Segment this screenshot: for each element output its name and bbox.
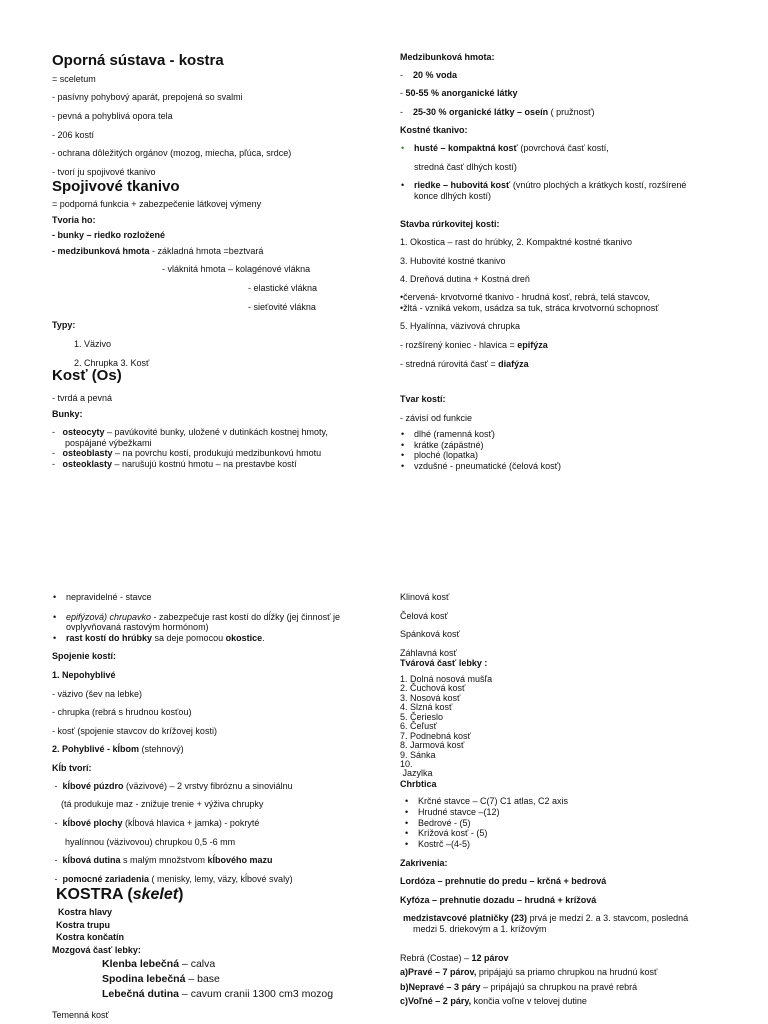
intro-line: - 206 kostí: [52, 129, 95, 140]
skull-bone: Klinová kosť: [400, 592, 450, 602]
huste-item: • husté – kompaktná kosť (povrchová časť kostí,: [400, 143, 750, 154]
elasticke-line: - elastické vlákna: [248, 283, 318, 294]
bunky-label: Bunky:: [52, 409, 83, 420]
spine-item: • Hrudné stavce –(12): [404, 807, 750, 818]
face-bone: 10.: [400, 758, 413, 769]
tvar-sub: - závisí od funkcie: [400, 412, 473, 423]
skull-item: Klenba lebečná – calva: [102, 957, 216, 970]
kostne-title: Kostné tkanivo:: [400, 125, 468, 136]
rebra-title: Rebrá (Costae) – 12 párov: [400, 952, 509, 963]
section-title-oporna-sustava: Oporná sústava - kostra: [52, 52, 224, 69]
chrupavka-cont: ovplyvňovaná rastovým hormónom): [66, 622, 209, 633]
spine-list: [404, 796, 750, 849]
composition-line: - 25-30 % organické látky – oseín ( pružnosť): [400, 106, 595, 117]
vlaknita-line: - vláknitá hmota – kolagénové vlákna: [162, 264, 311, 275]
diafyza-line: - stredná rúrovitá časť = diafýza: [400, 359, 529, 370]
section-spojenie-kosti: [52, 592, 372, 1020]
section-lebka-chrbtica: [400, 592, 750, 1007]
section-oporna-sustava: [52, 52, 372, 469]
skull-bone: Spánková kosť: [400, 629, 460, 640]
medz-title: Medzibunková hmota:: [400, 52, 495, 62]
chrbtica-title: Chrbtica: [400, 778, 437, 789]
temenna-line: Temenná kosť: [52, 1009, 109, 1020]
spine-item: • Krížová kosť - (5): [404, 828, 750, 839]
composition-line: - 50-55 % anorganické látky: [400, 88, 518, 99]
cell-item: - osteoblasty – na povrchu kostí, produkujú medzibunkovú hmotu: [52, 448, 322, 459]
rebra-line: a)Pravé – 7 párov, pripájajú sa priamo chrupkou na hrudnú kosť: [400, 967, 658, 978]
kib-line-cont: (tá produkuje maz - znižuje trenie + výživa chrupky: [61, 799, 264, 810]
stavba-line: 3. Hubovité kostné tkanivo: [400, 255, 506, 266]
intro-line: = sceletum: [52, 73, 96, 84]
cell-list: [52, 427, 372, 469]
skull-item: Spodina lebečná – base: [102, 973, 220, 986]
riedke-cont: konce dlhých kostí): [414, 190, 492, 201]
spine-item: • Krčné stavce – C(7) C1 atlas, C2 axis: [404, 796, 750, 807]
riedke-item: • riedke – hubovitá kosť (vnútro plochých a krátkych kostí, rozšírené: [400, 180, 750, 191]
intro-line: - pasívny pohybový aparát, prepojená so svalmi: [52, 92, 243, 103]
stavba-line: 4. Dreňová dutina + Kostná dreň: [400, 274, 530, 285]
sietove-line: - sieťovité vlákna: [248, 301, 316, 312]
nepohyblive-line: - kosť (spojenie stavcov do krížovej kosti): [52, 725, 217, 736]
spine-item: • Kostrč –(4-5): [404, 839, 750, 850]
intro-line: - pevná a pohyblivá opora tela: [52, 110, 173, 121]
kib-line: - pomocné zariadenia ( menisky, lemy, väzy, kĺbové svaly): [52, 873, 293, 884]
platnicky-line: medzistavcové platničky (23) prvá je medzi 2. a 3. stavcom, posledná: [403, 913, 689, 924]
kib-line: - kĺbová dutina s malým množstvom kĺbového mazu: [52, 855, 273, 866]
rebra-line: b)Nepravé – 3 páry – pripájajú sa chrupkou na pravé rebrá: [400, 981, 638, 992]
skull-list: [102, 958, 372, 1001]
huste-cont: stredná časť dlhých kostí): [414, 161, 517, 172]
stavba-line: •červená- krvotvorné tkanivo - hrudná kosť, rebrá, telá stavcov,: [400, 291, 650, 302]
cell-item: - osteocyty – pavúkovité bunky, uložené v dutinkách kostnej hmoty,: [52, 427, 328, 438]
zakrivenia-title: Zakrivenia:: [400, 857, 448, 868]
face-bone: 7. Podnebná kosť: [400, 730, 471, 741]
kyfoza-line: Kyfóza – prehnutie dozadu – hrudná + krížová: [400, 894, 597, 905]
typy-label: Typy:: [52, 320, 76, 331]
kostra-part: Kostra hlavy: [58, 907, 113, 918]
rebra-line: c)Voľné – 2 páry, končia voľne v telovej dutine: [400, 996, 587, 1007]
bunky-line: - bunky – riedko rozložené: [52, 230, 166, 241]
lordoza-line: Lordóza – prehnutie do predu – krčná + bedrová: [400, 876, 607, 887]
nepohyblive-title: 1. Nepohyblivé: [52, 670, 116, 681]
intro-line: - ochrana dôležitých orgánov (mozog, miecha, pľúca, srdce): [52, 148, 292, 159]
face-bone: 6. Čeľusť: [400, 721, 438, 732]
skull-bone: Čelová kosť: [400, 610, 448, 621]
composition-line: - 20 % voda: [400, 69, 458, 80]
face-bone: 9. Sánka: [400, 749, 436, 760]
section-title-kost: Kosť (Os): [52, 367, 122, 385]
stavba-line: 5. Hyalínna, väzivová chrupka: [400, 321, 521, 332]
skull-item: Lebečná dutina – cavum cranii 1300 cm3 mozog: [102, 988, 334, 1001]
stavba-line: •žltá - vzniká vekom, usádza sa tuk, stráca krvotvornú schopnosť: [400, 302, 659, 313]
spine-item: • Bedrové - (5): [404, 818, 750, 829]
face-bone: 4. Slzná kosť: [400, 702, 453, 713]
intro-line: - tvorí ju spojivové tkanivo: [52, 166, 156, 177]
kib-line-cont: hyalínnou (väzivovou) chrupkou 0,5 -6 mm: [65, 836, 236, 847]
face-bone: 5. Čerieslo: [400, 711, 444, 722]
cell-item: - osteoklasty – narušujú kostnú hmotu – na prestavbe kostí: [52, 458, 297, 469]
nepohyblive-line: - väzivo (šev na lebke): [52, 688, 143, 699]
platnicky-cont: medzi 5. driekovým a 1. krížovým: [413, 923, 547, 934]
medzibunkova-line: - medzibunková hmota - základná hmota =beztvará: [52, 245, 264, 256]
chrupavka-item: • epifýzová) chrupavko - zabezpečuje rast kostí do dĺžky (jej činnosť je: [52, 612, 372, 623]
tissue-definition: = podporná funkcia + zabezpečenie látkovej výmeny: [52, 199, 262, 210]
typ-line: 1. Väzivo: [74, 338, 112, 349]
section-title-spojivove-tkanivo: Spojivové tkanivo: [52, 178, 180, 196]
face-bone: 8. Jarmová kosť: [400, 740, 465, 751]
face-bone: 3. Nosová kosť: [400, 692, 461, 703]
nepravidelne-item: • nepravidelné - stavce: [52, 592, 372, 603]
kib-tvori-label: Kĺb tvorí:: [52, 763, 92, 774]
spojenie-title: Spojenie kostí:: [52, 651, 117, 662]
face-bone: 2. Čuchová kosť: [400, 683, 466, 694]
kostra-part: Kostra trupu: [56, 919, 110, 930]
face-bone-list: [400, 675, 750, 779]
epifyza-line: - rozšírený koniec - hlavica = epifýza: [400, 339, 548, 350]
nepohyblive-line: - chrupka (rebrá s hrudnou kosťou): [52, 707, 192, 718]
tvar-item: • krátke (zápästné): [400, 440, 750, 451]
pohyblive-title: 2. Pohyblivé - kĺbom (stehnový): [52, 744, 184, 755]
rast-item: • rast kostí do hrúbky sa deje pomocou okostice.: [52, 633, 372, 644]
face-bone: Jazylka: [400, 768, 433, 779]
mozgova-title: Mozgová časť lebky:: [52, 945, 141, 956]
kib-line: - kĺbové púzdro (väzivové) – 2 vrstvy fibróznu a sinoviálnu: [52, 780, 293, 791]
skull-bone: Záhlavná kosť: [400, 647, 457, 658]
section-medzibunkova-hmota: [400, 52, 750, 472]
tvar-item: • vzdušné - pneumatické (čelová kosť): [400, 461, 750, 472]
tvar-item: • dlhé (ramenná kosť): [400, 429, 750, 440]
bone-desc: - tvrdá a pevná: [52, 392, 113, 403]
kostra-part: Kostra končatín: [56, 932, 125, 943]
tvar-item: • ploché (lopatka): [400, 450, 750, 461]
face-bone: 1. Dolná nosová mušľa: [400, 674, 493, 685]
typ-line: 2. Chrupka 3. Kosť: [74, 357, 150, 368]
tvarova-title: Tvárová časť lebky :: [400, 658, 488, 669]
tvar-title: Tvar kostí:: [400, 393, 446, 404]
kib-line: - kĺbové plochy (kĺbová hlavica + jamka) - pokryté: [52, 817, 260, 828]
stavba-title: Stavba rúrkovitej kosti:: [400, 219, 500, 230]
stavba-line: 1. Okostica – rast do hrúbky, 2. Kompaktné kostné tkanivo: [400, 237, 632, 248]
kostra-title: KOSTRA (skelet): [56, 886, 184, 904]
tvoria-label: Tvoria ho:: [52, 214, 96, 225]
cell-item-cont: pospájané výbežkami: [65, 437, 152, 448]
